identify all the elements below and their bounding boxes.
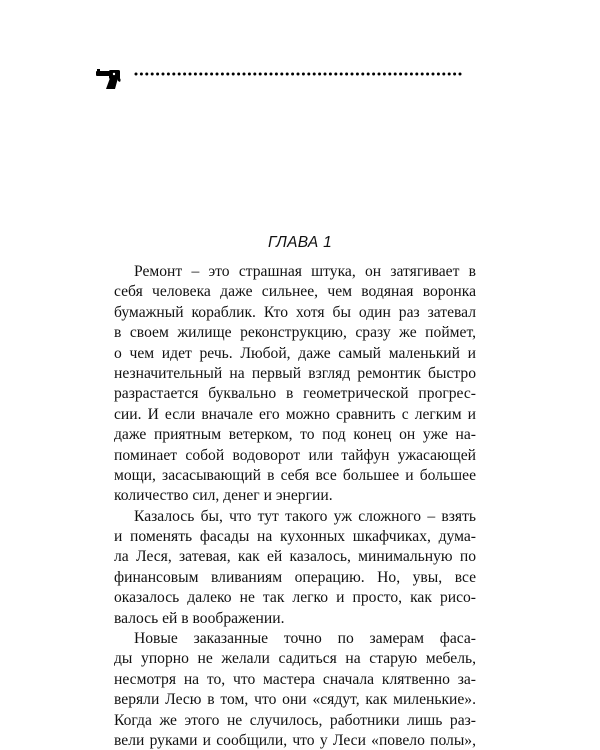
ornament-dot — [189, 73, 192, 76]
ornament-dot — [270, 73, 273, 76]
ornament-dot — [205, 73, 208, 76]
text-line: о чем идет речь. Любой, даже самый маленький и — [114, 344, 476, 362]
ornament-dot — [221, 73, 224, 76]
ornament-dot — [394, 73, 397, 76]
revolver-icon — [96, 69, 121, 89]
ornament-dot — [345, 73, 348, 76]
paragraph — [114, 262, 476, 507]
ornament-dot — [453, 73, 456, 76]
ornament-dot — [318, 73, 321, 76]
text-line: себя человека даже сильнее, чем водяная воронка — [114, 283, 476, 301]
ornament-dot — [351, 73, 354, 76]
ornament-dot — [399, 73, 402, 76]
ornament-dot — [334, 73, 337, 76]
ornament-dot — [259, 73, 262, 76]
ornament-dot — [194, 73, 197, 76]
ornament-dot — [361, 73, 364, 76]
ornament-dot — [135, 73, 138, 76]
ornament-dot — [199, 73, 202, 76]
text-line: Когда же этого не случилось, работники лишь раз- — [114, 711, 476, 729]
ornament-dot — [437, 73, 440, 76]
ornament-dot — [324, 73, 327, 76]
ornament-dot — [442, 73, 445, 76]
text-line: Казалось бы, что тут такого уж сложного – взять — [134, 507, 476, 525]
ornament-dot — [243, 73, 246, 76]
ornament-dot — [280, 73, 283, 76]
ornament-dot — [448, 73, 451, 76]
ornament-dot — [286, 73, 289, 76]
ornament-dot — [178, 73, 181, 76]
text-line: вели руками и сообщили, что у Леси «повело полы», — [114, 731, 476, 749]
ornament-dot — [291, 73, 294, 76]
text-line: Ремонт – это страшная штука, он затягивает в — [134, 263, 476, 280]
ornament-dot — [151, 73, 154, 76]
ornament-dot — [378, 73, 381, 76]
dot-row — [135, 73, 462, 76]
ornament-dot — [307, 73, 310, 76]
ornament-dot — [226, 73, 229, 76]
text-line: разрастается буквально в геометрической прогрес- — [114, 385, 476, 403]
ornament-dot — [167, 73, 170, 76]
ornament-dot — [329, 73, 332, 76]
ornament-dot — [388, 73, 391, 76]
text-line: незначительный на первый взгляд ремонтик быстро — [114, 364, 476, 382]
text-line: несмотря на то, что мастера сначала клятвенно за- — [114, 670, 476, 688]
text-line: валось ей в воображении. — [114, 609, 285, 627]
text-line: мощи, засасывающий в себя все большее и большее — [114, 466, 476, 484]
ornament-dot — [237, 73, 240, 76]
text-line: количество сил, денег и энергии. — [114, 487, 333, 505]
ornament-dot — [432, 73, 435, 76]
ornament-dot — [145, 73, 148, 76]
chapter-body — [114, 262, 476, 750]
text-line: ла Леся, затевая, как ей казалось, минимальную по — [114, 548, 476, 566]
ornament-dot — [210, 73, 213, 76]
ornament-dot — [264, 73, 267, 76]
ornament-dot — [415, 73, 418, 76]
text-line: ды упорно не желали садиться на старую мебель, — [114, 650, 476, 668]
paragraph — [114, 629, 476, 750]
ornament-dot — [302, 73, 305, 76]
ornament-dot — [172, 73, 175, 76]
ornament-dot — [340, 73, 343, 76]
text-line: сии. И если вначале его можно сравнить с легким и — [114, 405, 476, 423]
ornament-dot — [383, 73, 386, 76]
ornament-dot — [459, 73, 462, 76]
ornament-dot — [421, 73, 424, 76]
text-line: бумажный кораблик. Кто хотя бы один раз затевал — [114, 303, 476, 321]
ornament-dot — [410, 73, 413, 76]
text-line: веряли Лесю в том, что они «сядут, как миленькие». — [114, 691, 476, 709]
text-line: финансовым вливаниям операцию. Но, увы, все — [114, 568, 476, 586]
ornament-dot — [140, 73, 143, 76]
text-line: оказалось далеко не так легко и просто, как рисо- — [114, 589, 476, 607]
ornament-dot — [297, 73, 300, 76]
ornament-dot — [367, 73, 370, 76]
ornament-dot — [253, 73, 256, 76]
ornament-dot — [275, 73, 278, 76]
text-line: и поменять фасады на кухонных шкафчиках, дума- — [114, 528, 476, 546]
chapter-title: ГЛАВА 1 — [267, 234, 333, 251]
ornament-dot — [313, 73, 316, 76]
ornament-dot — [162, 73, 165, 76]
ornament-dot — [356, 73, 359, 76]
chapter-ornament — [96, 62, 468, 92]
ornament-dot — [372, 73, 375, 76]
text-line: даже приятным ветерком, то под конец он уже на- — [114, 426, 476, 444]
paragraph — [114, 507, 476, 629]
ornament-dot — [183, 73, 186, 76]
ornament-dot — [216, 73, 219, 76]
ornament-dot — [232, 73, 235, 76]
text-line: поминает собой водоворот или тайфун ужасающей — [114, 446, 476, 464]
text-line: Новые заказанные точно по замерам фаса- — [134, 630, 476, 648]
text-line: в своем жилище реконструкцию, сразу же поймет, — [114, 324, 476, 342]
ornament-dot — [405, 73, 408, 76]
ornament-dot — [426, 73, 429, 76]
dotted-rule — [96, 62, 468, 92]
ornament-dot — [156, 73, 159, 76]
ornament-dot — [248, 73, 251, 76]
